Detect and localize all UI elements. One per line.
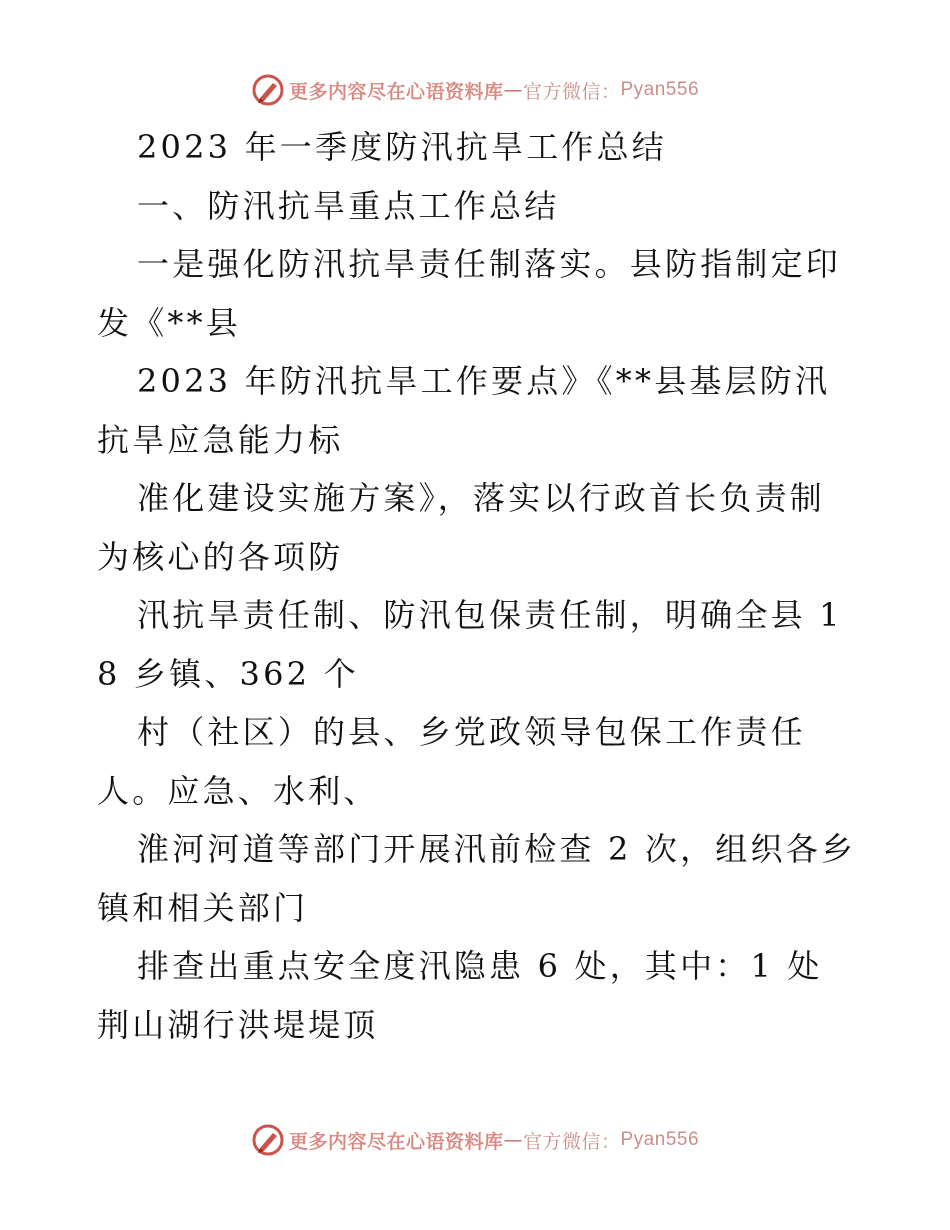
watermark-main-text: 更多内容尽在心语资料库 — [288, 80, 504, 103]
pen-logo-icon — [251, 73, 285, 107]
document-title: 2023 年一季度防汛抗旱工作总结 — [137, 128, 668, 166]
body-paragraph: 村（社区）的县、乡党政领导包保工作责任人。应急、水利、 — [97, 713, 806, 810]
watermark-wechat-id: Pyan556 — [620, 1129, 700, 1150]
watermark-main-text: 更多内容尽在心语资料库 — [288, 1130, 504, 1153]
body-paragraph: 汛抗旱责任制、防汛包保责任制，明确全县 18 乡镇、362 个 — [97, 596, 843, 693]
body-paragraph: 一是强化防汛抗旱责任制落实。县防指制定印发《**县 — [97, 245, 842, 342]
body-paragraph: 淮河河道等部门开展汛前检查 2 次，组织各乡镇和相关部门 — [97, 830, 857, 927]
watermark-footer — [0, 1120, 950, 1160]
watermark-dash: — — [503, 1129, 523, 1151]
section-heading: 一、防汛抗旱重点工作总结 — [137, 186, 560, 225]
body-paragraph: 2023 年防汛抗旱工作要点》《**县基层防汛抗旱应急能力标 — [97, 362, 831, 459]
pen-logo-icon — [251, 1123, 285, 1157]
watermark-wechat-id: Pyan556 — [620, 79, 700, 100]
document-body — [97, 118, 857, 1054]
watermark-wechat-label: 官方微信： — [522, 80, 621, 103]
body-paragraph: 排查出重点安全度汛隐患 6 处，其中：1 处荆山湖行洪堤堤顶 — [97, 947, 823, 1044]
body-paragraph: 准化建设实施方案》，落实以行政首长负责制为核心的各项防 — [97, 479, 826, 576]
watermark-dash: — — [503, 79, 523, 101]
watermark-wechat-label: 官方微信： — [522, 1130, 621, 1153]
watermark-header — [0, 70, 950, 110]
